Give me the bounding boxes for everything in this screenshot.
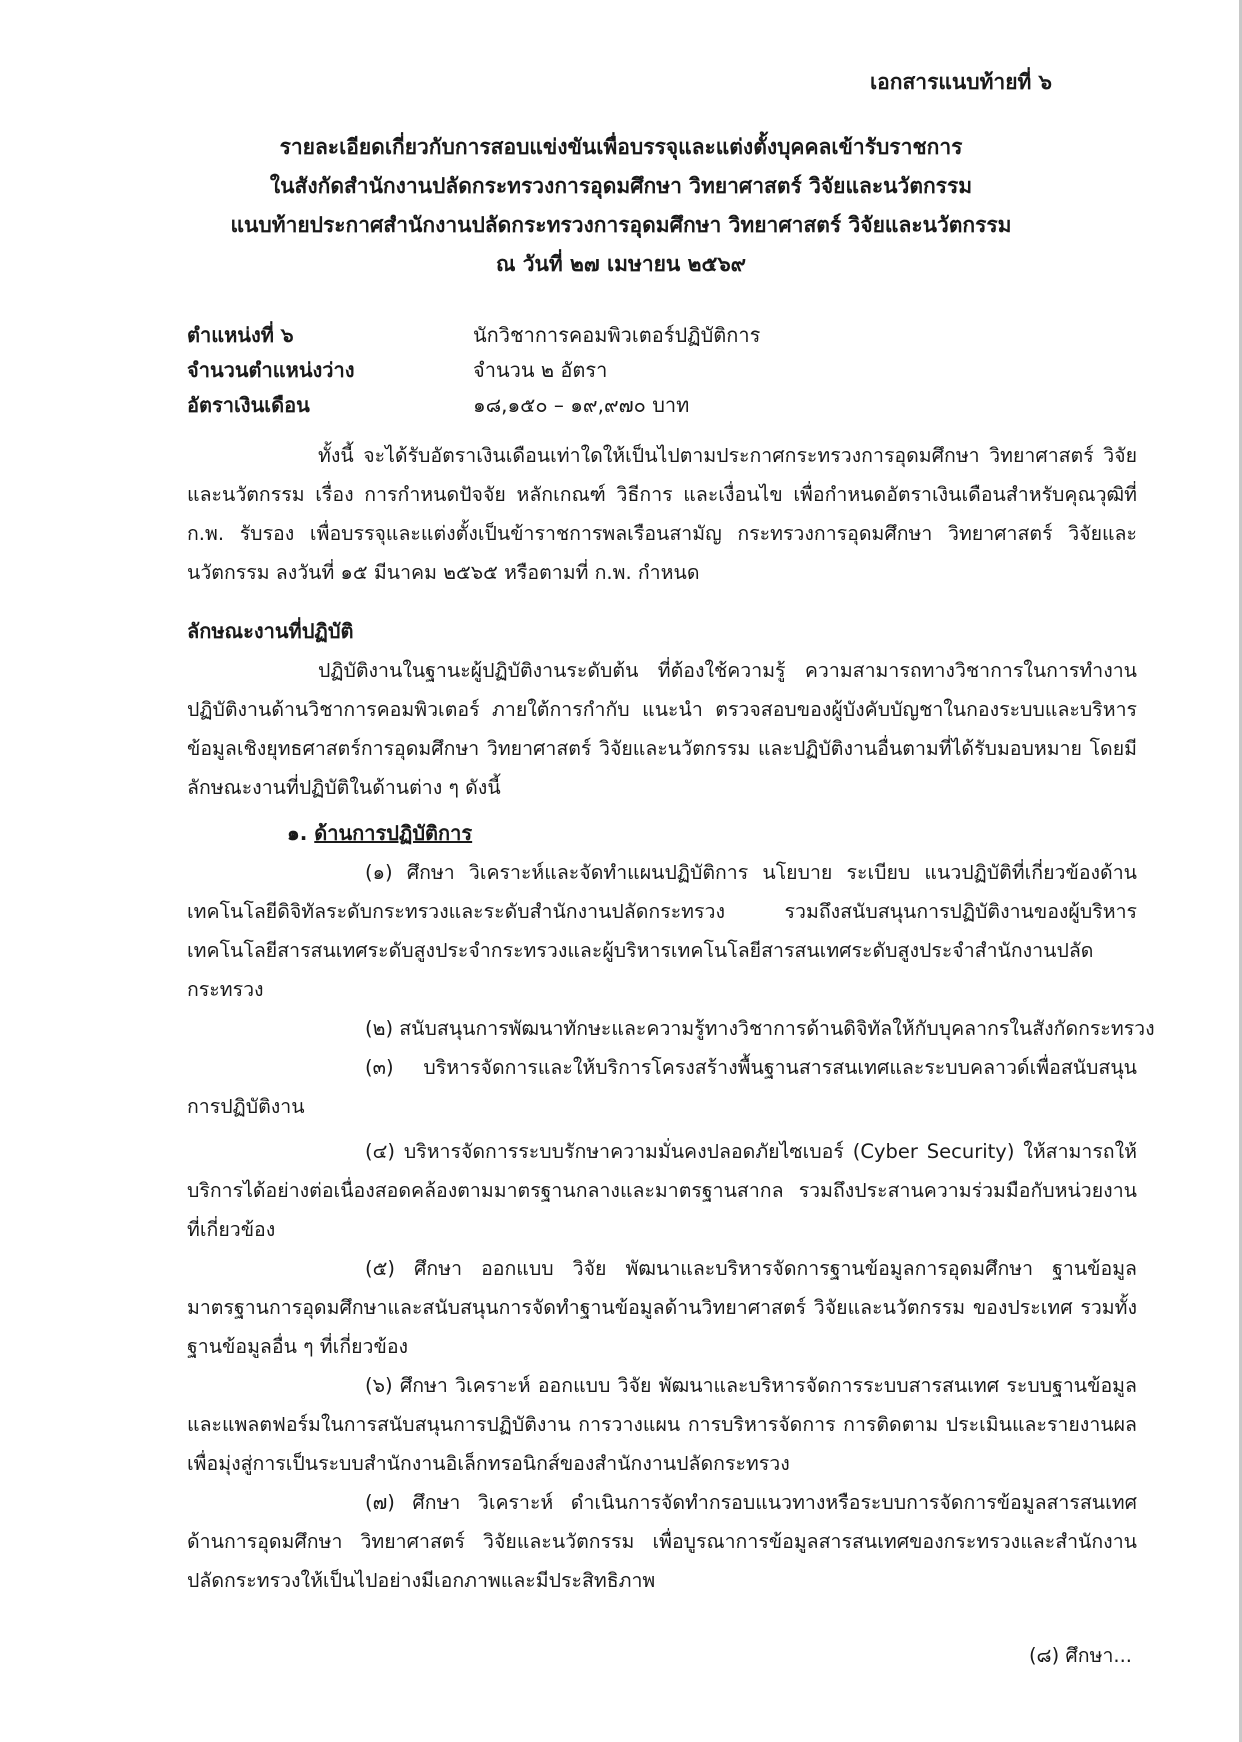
salary-note-block — [187, 436, 1137, 592]
position-row — [187, 318, 760, 353]
position-info — [187, 318, 760, 423]
position-value: นักวิชาการคอมพิวเตอร์ปฏิบัติการ — [473, 323, 761, 347]
job-nature-heading: ลักษณะงานที่ปฏิบัติ — [187, 619, 354, 643]
list-item: (๓) บริหารจัดการและให้บริการโครงสร้างพื้นฐานสารสนเทศและระบบคลาวด์เพื่อสนับสนุนการปฏิบัติงาน — [187, 1056, 1137, 1118]
title-line-3: แนบท้ายประกาศสำนักงานปลัดกระทรวงการอุดมศึกษา วิทยาศาสตร์ วิจัยและนวัตกรรม — [230, 213, 1012, 237]
title-line-2: ในสังกัดสำนักงานปลัดกระทรวงการอุดมศึกษา วิทยาศาสตร์ วิจัยและนวัตกรรม — [269, 174, 973, 198]
salary-row — [187, 388, 760, 423]
salary-note: ทั้งนี้ จะได้รับอัตราเงินเดือนเท่าใดให้เป็นไปตามประกาศกระทรวงการอุดมศึกษา วิทยาศาสตร์ วิจัยและนวัตกรรม เรื่อง การกำหนดปัจจัย หลักเกณฑ์ วิธีการ และเงื่อนไข เพื่อกำหนดอัตราเงินเดือนสำหรับคุณวุฒิที่ ก.พ. รับรอง เพื่อบรรจุและแต่งตั้งเป็นข้าราชการพลเรือนสามัญ กระทรวงการอุดมศึกษา วิทยาศาสตร์ วิจัยและนวัตกรรม ลงวันที่ ๑๕ มีนาคม ๒๕๖๕ หรือตามที่ ก.พ. กำหนด — [187, 444, 1137, 584]
title-line-1: รายละเอียดเกี่ยวกับการสอบแข่งขันเพื่อบรรจุและแต่งตั้งบุคคลเข้ารับราชการ — [279, 135, 963, 159]
title-date: ณ วันที่ ๒๗ เมษายน ๒๕๖๙ — [495, 252, 747, 276]
salary-value: ๑๘,๑๕๐ – ๑๙,๙๗๐ บาท — [473, 393, 690, 417]
vacancy-label: จำนวนตำแหน่งว่าง — [187, 358, 355, 382]
vacancy-row — [187, 353, 760, 388]
job-nature-block — [187, 612, 1137, 807]
list-item: (๕) ศึกษา ออกแบบ วิจัย พัฒนาและบริหารจัดการฐานข้อมูลการอุดมศึกษา ฐานข้อมูลมาตรฐานการอุดมศึกษาและสนับสนุนการจัดทำฐานข้อมูลด้านวิทยาศาสตร์ วิจัยและนวัตกรรม ของประเทศ รวมทั้งฐานข้อมูลอื่น ๆ ที่เกี่ยวข้อง — [187, 1257, 1137, 1358]
position-label: ตำแหน่งที่ ๖ — [187, 323, 294, 347]
section-1-heading — [187, 814, 1137, 853]
list-item: (๑) ศึกษา วิเคราะห์และจัดทำแผนปฏิบัติการ นโยบาย ระเบียบ แนวปฏิบัติที่เกี่ยวข้องด้านเทคโนโลยีดิจิทัลระดับกระทรวงและระดับสำนักงานปลัดกระทรวง รวมถึงสนับสนุนการปฏิบัติงานของผู้บริหารเทคโนโลยีสารสนเทศระดับสูงประจำกระทรวงและผู้บริหารเทคโนโลยีสารสนเทศระดับสูงประจำสำนักงานปลัดกระทรวง — [187, 861, 1137, 1001]
section-1-block — [187, 814, 1155, 1600]
salary-label: อัตราเงินเดือน — [187, 393, 310, 417]
list-item: (๗) ศึกษา วิเคราะห์ ดำเนินการจัดทำกรอบแนวทางหรือระบบการจัดการข้อมูลสารสนเทศด้านการอุดมศึกษา วิทยาศาสตร์ วิจัยและนวัตกรรม เพื่อบูรณาการข้อมูลสารสนเทศของกระทรวงและสำนักงานปลัดกระทรวงให้เป็นไปอย่างมีเอกภาพและมีประสิทธิภาพ — [187, 1491, 1137, 1592]
continuation-marker: (๘) ศึกษา... — [1028, 1644, 1132, 1667]
document-title — [0, 128, 1242, 284]
attachment-number: เอกสารแนบท้ายที่ ๖ — [869, 70, 1052, 94]
list-item: (๒) สนับสนุนการพัฒนาทักษะและความรู้ทางวิชาการด้านดิจิทัลให้กับบุคลากรในสังกัดกระทรวง — [365, 1017, 1155, 1040]
section-1-title: ด้านการปฏิบัติการ — [314, 821, 473, 845]
list-item: (๔) บริหารจัดการระบบรักษาความมั่นคงปลอดภัยไซเบอร์ (Cyber Security) ให้สามารถให้บริการได้อย่างต่อเนื่องสอดคล้องตามมาตรฐานกลางและมาตรฐานสากล รวมถึงประสานความร่วมมือกับหน่วยงานที่เกี่ยวข้อง — [187, 1140, 1137, 1241]
vacancy-value: จำนวน ๒ อัตรา — [473, 358, 608, 382]
section-1-number: ๑. — [287, 821, 308, 845]
list-item: (๖) ศึกษา วิเคราะห์ ออกแบบ วิจัย พัฒนาและบริหารจัดการระบบสารสนเทศ ระบบฐานข้อมูลและแพลตฟอร์มในการสนับสนุนการปฏิบัติงาน การวางแผน การบริหารจัดการ การติดตาม ประเมินและรายงานผล เพื่อมุ่งสู่การเป็นระบบสำนักงานอิเล็กทรอนิกส์ของสำนักงานปลัดกระทรวง — [187, 1374, 1137, 1475]
job-nature-intro: ปฏิบัติงานในฐานะผู้ปฏิบัติงานระดับต้น ที่ต้องใช้ความรู้ ความสามารถทางวิชาการในการทำงาน ปฏิบัติงานด้านวิชาการคอมพิวเตอร์ ภายใต้การกำกับ แนะนำ ตรวจสอบของผู้บังคับบัญชาในกองระบบและบริหารข้อมูลเชิงยุทธศาสตร์การอุดมศึกษา วิทยาศาสตร์ วิจัยและนวัตกรรม และปฏิบัติงานอื่นตามที่ได้รับมอบหมาย โดยมีลักษณะงานที่ปฏิบัติในด้านต่าง ๆ ดังนี้ — [187, 659, 1137, 799]
